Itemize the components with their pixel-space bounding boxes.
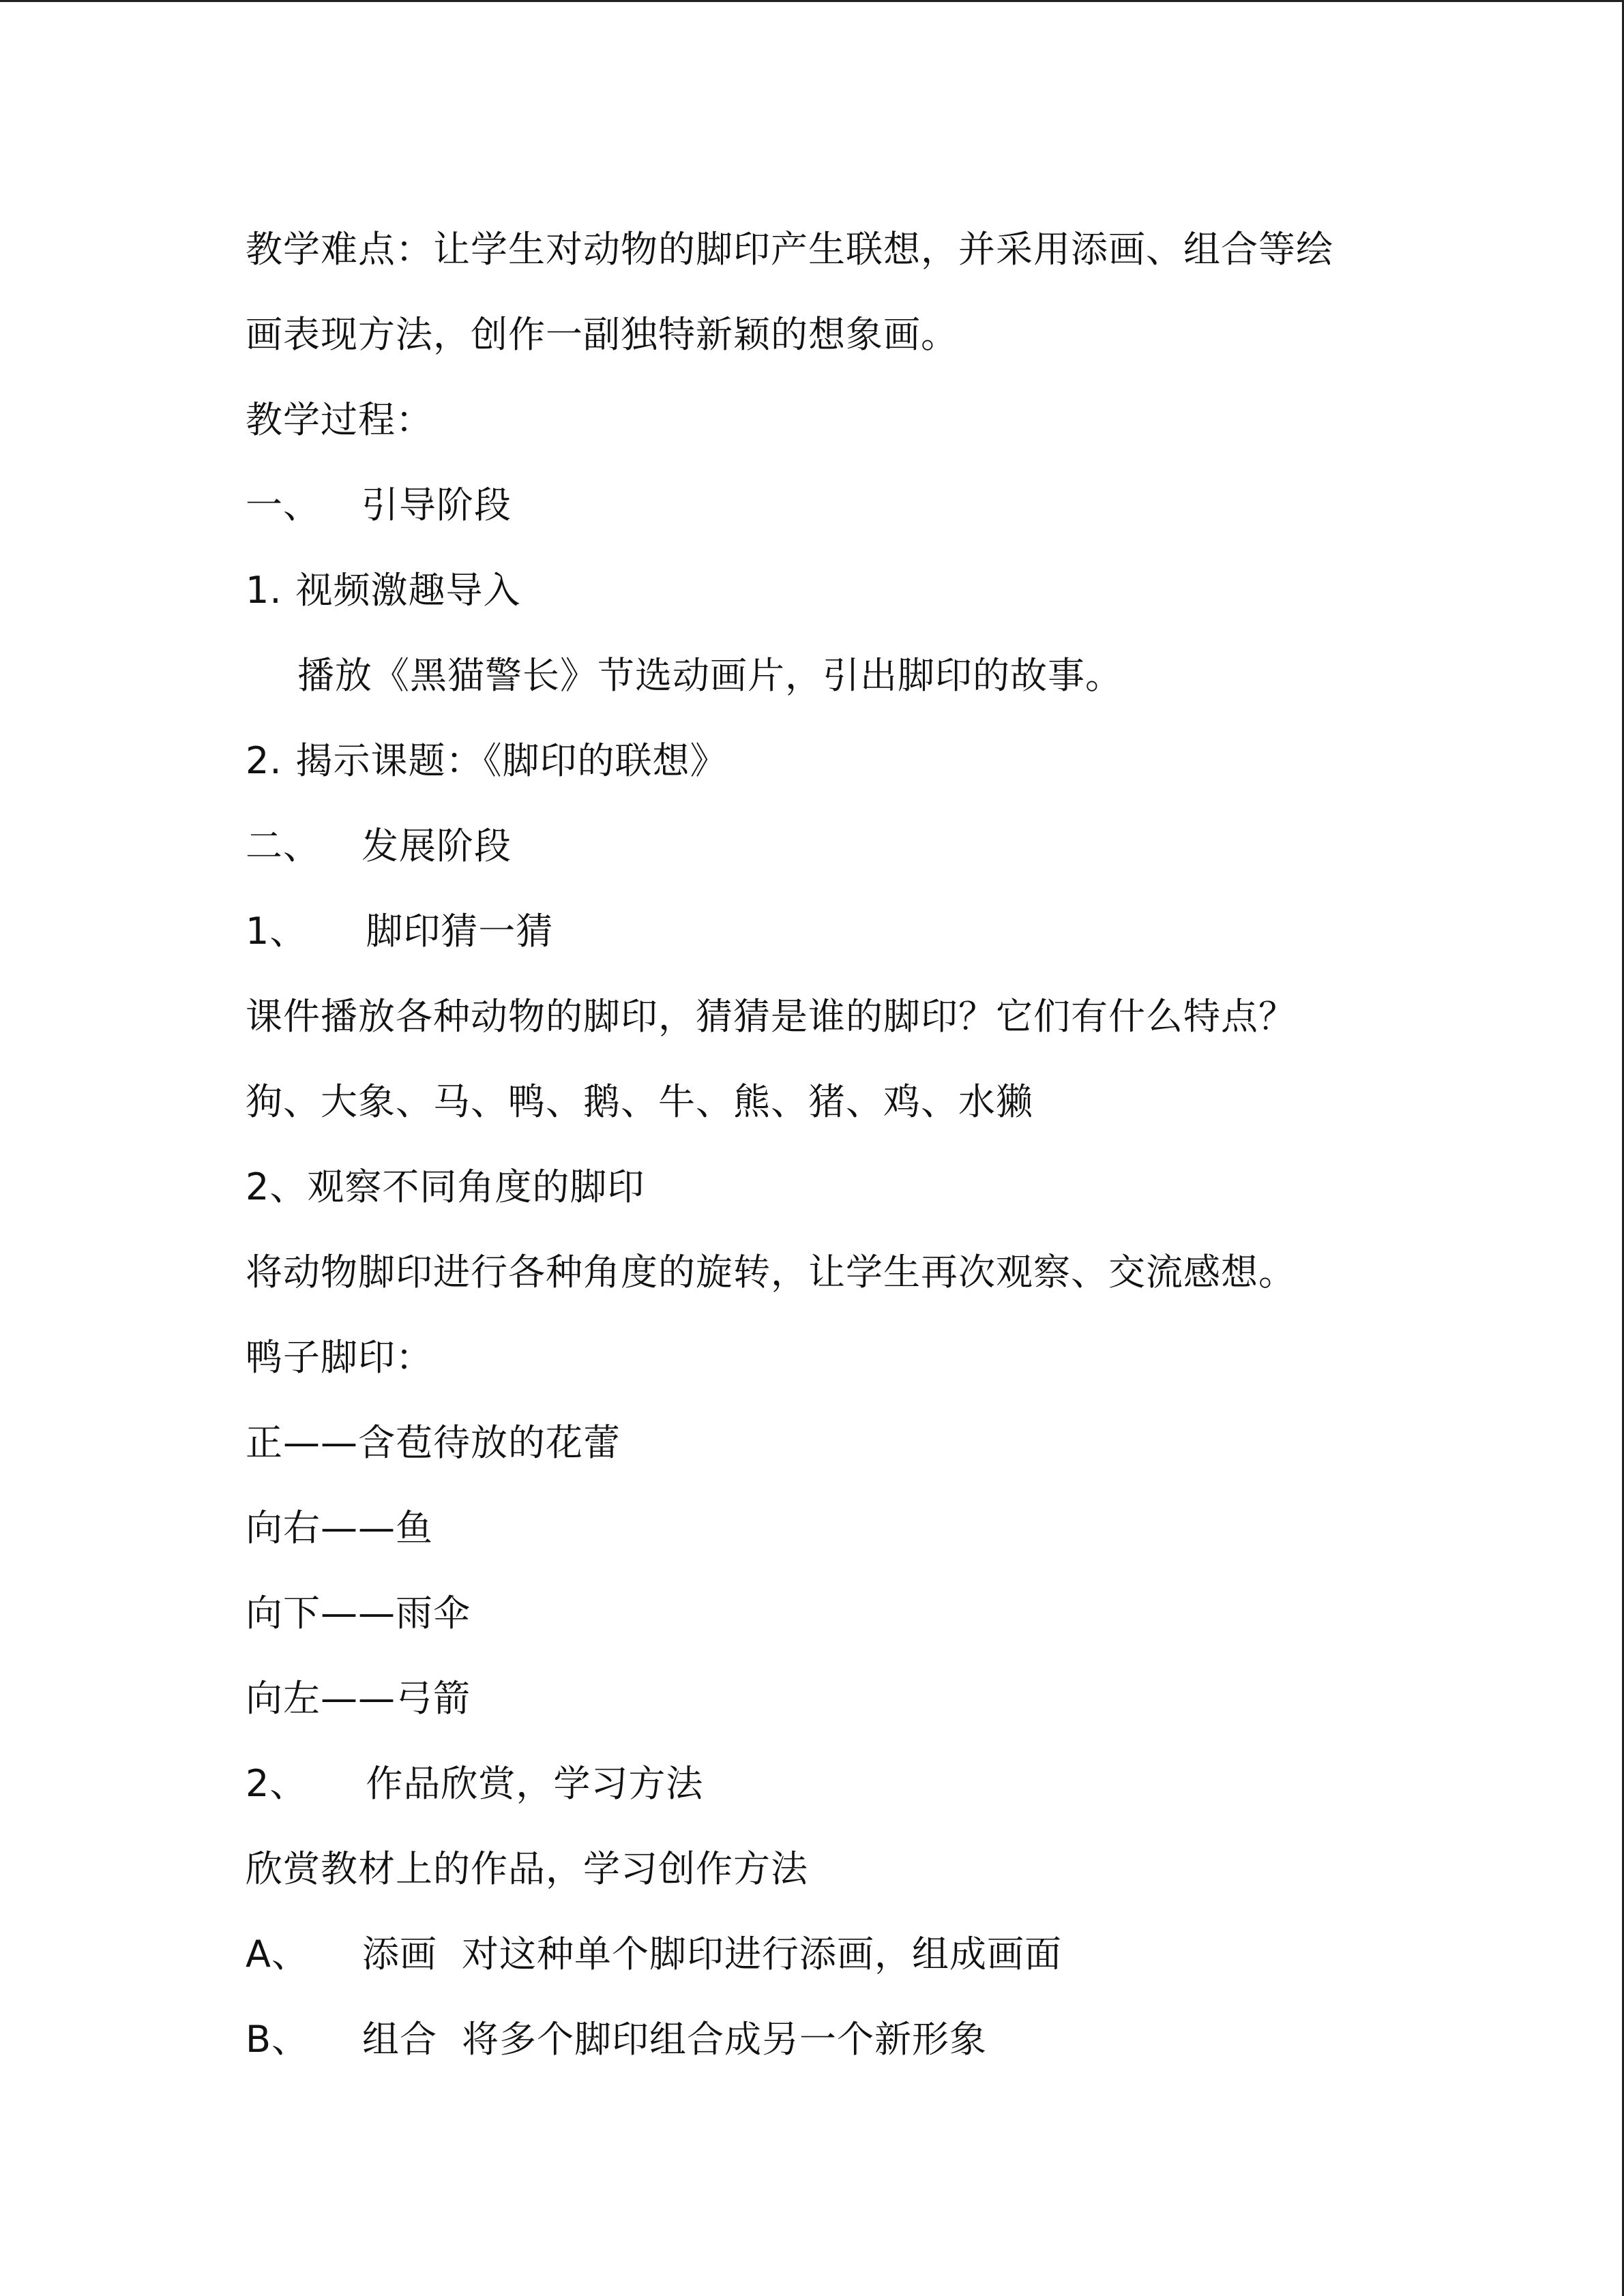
item-1-title: 视频激趣导入	[295, 569, 521, 612]
method-a-name: 添画	[361, 1933, 437, 1976]
item-2-heading	[246, 718, 1405, 803]
section-2-heading	[246, 803, 1405, 889]
duck-footprint-label: 鸭子脚印：	[246, 1336, 433, 1379]
item-1-detail: 播放《黑猫警长》节选动画片，引出脚印的故事。	[297, 654, 1123, 697]
duck-front: 正——含苞待放的花蕾	[246, 1421, 621, 1464]
sub-3-heading	[246, 1741, 1405, 1826]
method-b-marker: B、	[246, 2018, 310, 2061]
sub-1-marker: 1、	[246, 910, 308, 953]
method-a	[246, 1911, 1405, 1997]
sub-1-detail: 课件播放各种动物的脚印，猜猜是谁的脚印？它们有什么特点？	[246, 995, 1296, 1038]
section-1-heading	[246, 462, 1405, 548]
sub-3-title: 作品欣赏，学习方法	[366, 1762, 704, 1805]
animal-list: 狗、大象、马、鸭、鹅、牛、熊、猪、鸡、水獭	[246, 1080, 1033, 1123]
section-2-title: 发展阶段	[361, 824, 512, 867]
method-b-name: 组合	[362, 2018, 438, 2061]
sub-3-marker: 2、	[246, 1762, 308, 1805]
method-b-desc: 将多个脚印组合成另一个新形象	[462, 2018, 988, 2061]
sub-2-heading: 2、观察不同角度的脚印	[246, 1165, 645, 1208]
item-1-heading	[246, 548, 1405, 633]
sub-3-detail: 欣赏教材上的作品，学习创作方法	[246, 1847, 808, 1890]
document-body	[246, 207, 1405, 2082]
difficulty-line-1: 教学难点：让学生对动物的脚印产生联想，并采用添画、组合等绘	[246, 228, 1333, 271]
section-2-marker: 二、	[246, 824, 321, 867]
sub-2-detail: 将动物脚印进行各种角度的旋转，让学生再次观察、交流感想。	[246, 1251, 1296, 1294]
method-a-marker: A、	[246, 1933, 309, 1976]
method-b	[246, 1997, 1405, 2082]
sub-1-heading	[246, 889, 1405, 974]
item-2-marker: 2.	[246, 739, 282, 782]
section-1-marker: 一、	[246, 483, 321, 526]
process-label: 教学过程：	[246, 398, 433, 441]
section-1-title: 引导阶段	[361, 483, 512, 526]
difficulty-line-2: 画表现方法，创作一副独特新颖的想象画。	[246, 313, 958, 356]
duck-down: 向下——雨伞	[246, 1592, 471, 1635]
duck-right: 向右——鱼	[246, 1506, 433, 1549]
sub-1-title: 脚印猜一猜	[366, 910, 554, 953]
item-2-title: 揭示课题：《脚印的联想》	[295, 739, 728, 782]
duck-left: 向左——弓箭	[246, 1677, 471, 1720]
method-a-desc: 对这种单个脚印进行添画，组成画面	[461, 1933, 1062, 1976]
item-1-marker: 1.	[246, 569, 282, 612]
